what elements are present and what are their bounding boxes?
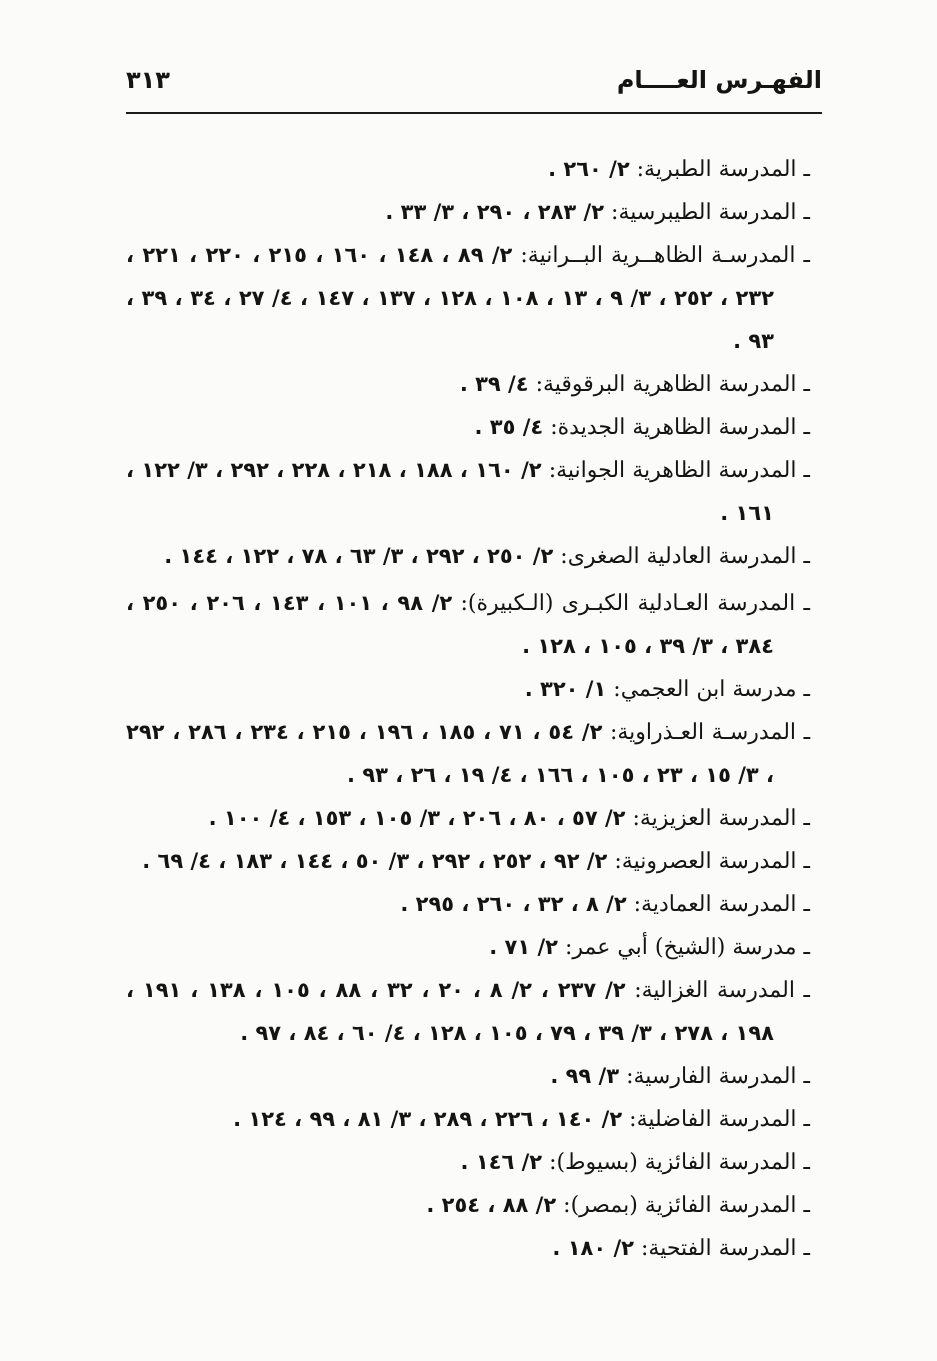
index-entry: ـ المدرسة العزيزية: ٢/ ٥٧ ، ٨٠ ، ٢٠٦ ، ٣/ ١٠٥ ، ١٥٣ ، ٤/ ١٠٠ . — [208, 806, 810, 831]
page-number: ٣١٣ — [126, 66, 170, 94]
index-entry: ـ المدرسة الفائزية (بسيوط): ٢/ ١٤٦ . — [460, 1150, 810, 1175]
index-entry: ـ المدرسـة الظاهــرية البــرانية: ٢/ ٨٩ ، ١٤٨ ، ١٦٠ ، ٢١٥ ، ٢٢٠ ، ٢٢١ ، ٢٣٢ ، ٢٥٢ ، ٣/ ٩ ، ١٣ ، ١٠٨ ، ١٢٨ ، ١٣٧ ، ١٤٧ ، ٤/ ٢٧ ، ٣٤ ، ٣٩ ، ٩٣ . — [126, 243, 810, 353]
index-entry: ـ المدرسـة العـذراوية: ٢/ ٥٤ ، ٧١ ، ١٨٥ ، ١٩٦ ، ٢١٥ ، ٢٣٤ ، ٢٨٦ ، ٢٩٢ ، ٣/ ١٥ ، ٢٣ ، ١٠٥ ، ١٦٦ ، ٤/ ١٩ ، ٢٦ ، ٩٣ . — [126, 720, 811, 787]
entry-name: المدرسة الفارسية: — [626, 1064, 797, 1089]
index-entry: ـ المدرسة العادلية الصغرى: ٢/ ٢٥٠ ، ٢٩٢ ، ٣/ ٦٣ ، ٧٨ ، ١٢٢ ، ١٤٤ . — [164, 544, 810, 569]
entry-name: المدرسة العصرونية: — [614, 849, 797, 874]
index-entry: ـ المدرسة العمادية: ٢/ ٨ ، ٣٢ ، ٢٦٠ ، ٢٩٥ . — [400, 892, 810, 917]
entry-refs: ٢/ ٧١ . — [489, 935, 558, 959]
entry-refs: ٢/ ٢٨٣ ، ٢٩٠ ، ٣/ ٣٣ . — [385, 200, 605, 224]
entry-refs: ٢/ ٨٩ ، ١٤٨ ، ١٦٠ ، ٢١٥ ، ٢٢٠ ، ٢٢١ ، ٢٣٢ ، ٢٥٢ ، ٣/ ٩ ، ١٣ ، ١٠٨ ، ١٢٨ ، ١٣٧ ، ١٤٧ ، ٤/ ٢٧ ، ٣٤ ، ٣٩ ، ٩٣ . — [126, 243, 774, 353]
entry-name: المدرسة الظاهرية الجديدة: — [550, 415, 797, 440]
index-entry: ـ مدرسة (الشيخ) أبي عمر: ٢/ ٧١ . — [489, 935, 810, 960]
index-entry: ـ المدرسة الفاضلية: ٢/ ١٤٠ ، ٢٢٦ ، ٢٨٩ ، ٣/ ٨١ ، ٩٩ ، ١٢٤ . — [233, 1107, 810, 1132]
index-entry: ـ المدرسة العصرونية: ٢/ ٩٢ ، ٢٥٢ ، ٢٩٢ ، ٣/ ٥٠ ، ١٤٤ ، ١٨٣ ، ٤/ ٦٩ . — [142, 849, 810, 874]
entry-name: المدرسة العادلية الصغرى: — [560, 544, 797, 569]
entry-refs: ٤/ ٣٩ . — [459, 372, 529, 396]
entry-name: مدرسة (الشيخ) أبي عمر: — [564, 935, 797, 960]
index-entry: ـ المدرسة العـادلية الكبـرى (الـكبيرة): ٢/ ٩٨ ، ١٠١ ، ١٤٣ ، ٢٠٦ ، ٢٥٠ ، ٣٨٤ ، ٣/ ٣٩ ، ١٠٥ ، ١٢٨ . — [126, 591, 811, 658]
index-list — [126, 148, 810, 1270]
entry-name: مدرسة ابن العجمي: — [613, 677, 797, 702]
entry-name: المدرسة الظاهرية الجوانية: — [548, 458, 797, 483]
entry-name: المدرسة الغزالية: — [634, 978, 795, 1003]
entry-name: المدرسة الفائزية (بمصر): — [563, 1193, 797, 1218]
entry-refs: ٢/ ١٤٠ ، ٢٢٦ ، ٢٨٩ ، ٣/ ٨١ ، ٩٩ ، ١٢٤ . — [233, 1107, 623, 1131]
index-entry: ـ المدرسة الغزالية: ٢/ ٢٣٧ ، ٢/ ٨ ، ٢٠ ، ٣٢ ، ٨٨ ، ١٠٥ ، ١٣٨ ، ١٩١ ، ١٩٨ ، ٢٧٨ ، ٣/ ٣٩ ، ٧٩ ، ١٠٥ ، ١٢٨ ، ٤/ ٦٠ ، ٨٤ ، ٩٧ . — [126, 978, 810, 1045]
entry-refs: ٣/ ٩٩ . — [550, 1064, 620, 1088]
index-entry: ـ المدرسة الظاهرية الجديدة: ٤/ ٣٥ . — [474, 415, 810, 440]
entry-refs: ٢/ ٩٢ ، ٢٥٢ ، ٢٩٢ ، ٣/ ٥٠ ، ١٤٤ ، ١٨٣ ، ٤/ ٦٩ . — [142, 849, 608, 873]
entry-refs: ٢/ ٨ ، ٣٢ ، ٢٦٠ ، ٢٩٥ . — [400, 892, 627, 916]
header-rule — [126, 112, 822, 114]
entry-name: المدرسة العزيزية: — [632, 806, 797, 831]
entry-refs: ٢/ ٨٨ ، ٢٥٤ . — [426, 1193, 557, 1217]
entry-refs: ٢/ ٢٦٠ . — [548, 157, 630, 181]
header-title: الفهـرس العــــام — [616, 66, 822, 94]
entry-refs: ٢/ ٢٣٧ ، ٢/ ٨ ، ٢٠ ، ٣٢ ، ٨٨ ، ١٠٥ ، ١٣٨ ، ١٩١ ، ١٩٨ ، ٢٧٨ ، ٣/ ٣٩ ، ٧٩ ، ١٠٥ ، ١٢٨ ، ٤/ ٦٠ ، ٨٤ ، ٩٧ . — [126, 978, 774, 1045]
index-entry: ـ المدرسة الفارسية: ٣/ ٩٩ . — [550, 1064, 810, 1089]
index-entry: ـ المدرسة الطيبرسية: ٢/ ٢٨٣ ، ٢٩٠ ، ٣/ ٣٣ . — [385, 200, 810, 225]
entry-refs: ٤/ ٣٥ . — [474, 415, 544, 439]
entry-name: المدرسـة الظاهــرية البــرانية: — [520, 243, 796, 268]
entry-name: المدرسـة العـذراوية: — [609, 720, 797, 745]
entry-refs: ٢/ ١٦٠ ، ١٨٨ ، ٢١٨ ، ٢٢٨ ، ٢٩٢ ، ٣/ ١٢٢ ، ١٦١ . — [126, 458, 774, 525]
entry-name: المدرسة الطيبرسية: — [611, 200, 797, 225]
entry-name: المدرسة الفائزية (بسيوط): — [549, 1150, 797, 1175]
entry-refs: ٢/ ٥٧ ، ٨٠ ، ٢٠٦ ، ٣/ ١٠٥ ، ١٥٣ ، ٤/ ١٠٠ . — [208, 806, 626, 830]
index-entry: ـ المدرسة الظاهرية الجوانية: ٢/ ١٦٠ ، ١٨٨ ، ٢١٨ ، ٢٢٨ ، ٢٩٢ ، ٣/ ١٢٢ ، ١٦١ . — [126, 458, 810, 525]
entry-name: المدرسة الفتحية: — [640, 1236, 797, 1261]
entry-name: المدرسة الظاهرية البرقوقية: — [535, 372, 797, 397]
entry-name: المدرسة الفاضلية: — [629, 1107, 797, 1132]
index-entry: ـ المدرسة الطبرية: ٢/ ٢٦٠ . — [548, 157, 810, 182]
running-header — [126, 66, 822, 102]
entry-refs: ١/ ٣٢٠ . — [524, 677, 607, 701]
index-entry: ـ مدرسة ابن العجمي: ١/ ٣٢٠ . — [524, 677, 810, 702]
entry-refs: ٢/ ٢٥٠ ، ٢٩٢ ، ٣/ ٦٣ ، ٧٨ ، ١٢٢ ، ١٤٤ . — [164, 544, 554, 568]
entry-refs: ٢/ ٥٤ ، ٧١ ، ١٨٥ ، ١٩٦ ، ٢١٥ ، ٢٣٤ ، ٢٨٦ ، ٢٩٢ ، ٣/ ١٥ ، ٢٣ ، ١٠٥ ، ١٦٦ ، ٤/ ١٩ ، ٢٦ ، ٩٣ . — [126, 720, 774, 787]
index-entry: ـ المدرسة الفتحية: ٢/ ١٨٠ . — [552, 1236, 810, 1261]
index-entry: ـ المدرسة الفائزية (بمصر): ٢/ ٨٨ ، ٢٥٤ . — [426, 1193, 810, 1218]
entry-name: المدرسة العـادلية الكبـرى (الـكبيرة): — [460, 591, 796, 616]
index-entry: ـ المدرسة الظاهرية البرقوقية: ٤/ ٣٩ . — [459, 372, 810, 397]
entry-refs: ٢/ ١٨٠ . — [552, 1236, 634, 1260]
entry-refs: ٢/ ١٤٦ . — [460, 1150, 543, 1174]
entry-name: المدرسة الطبرية: — [636, 157, 797, 182]
entry-name: المدرسة العمادية: — [633, 892, 797, 917]
entry-refs: ٢/ ٩٨ ، ١٠١ ، ١٤٣ ، ٢٠٦ ، ٢٥٠ ، ٣٨٤ ، ٣/ ٣٩ ، ١٠٥ ، ١٢٨ . — [126, 591, 774, 658]
